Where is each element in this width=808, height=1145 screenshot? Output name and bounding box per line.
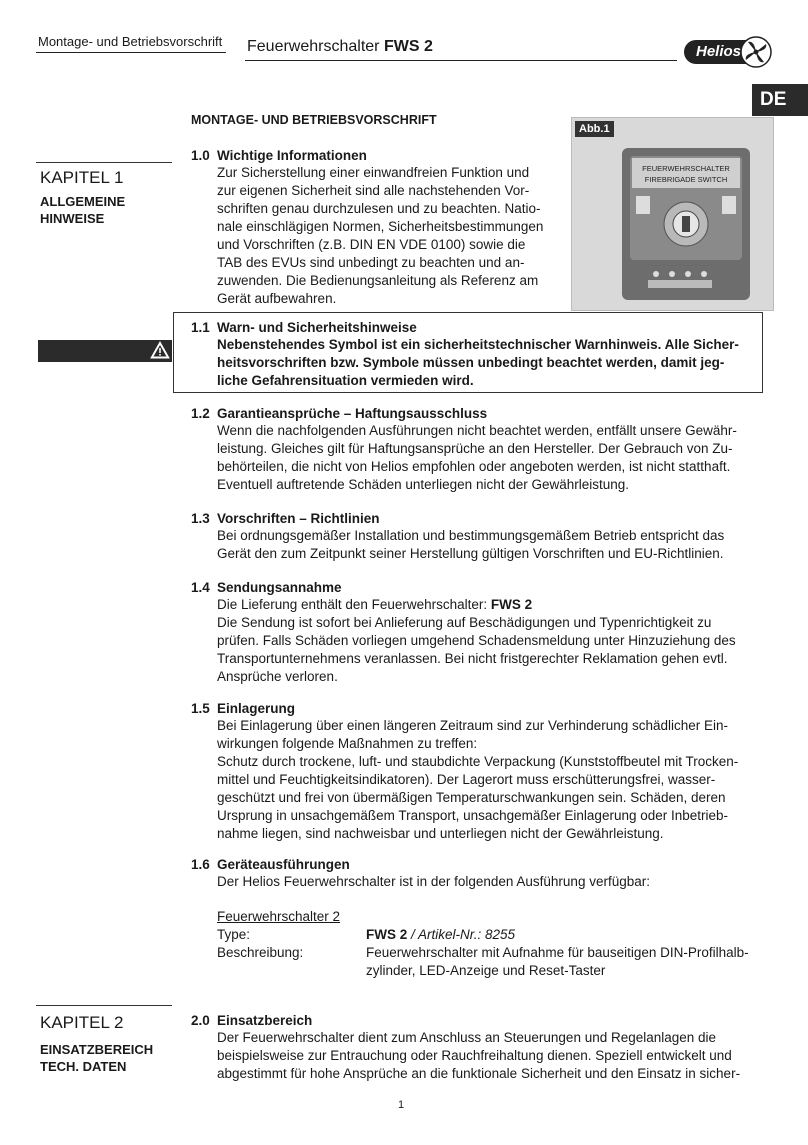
language-tab: DE — [752, 84, 808, 116]
figure-box — [571, 117, 774, 311]
section-2-0-heading — [191, 1013, 312, 1028]
section-1-5-heading — [191, 701, 295, 716]
section-1-4-heading — [191, 580, 342, 595]
text-line: mittel und Feuchtigkeitsindikatoren). Der Lagerort muss erschütterungsfrei, wasser- — [217, 772, 716, 787]
text-line: leistung. Gleiches gilt für Haftungsansprüche an den Hersteller. Der Gebrauch von Zu- — [217, 441, 733, 456]
section-1-6-intro: Der Helios Feuerwehrschalter ist in der folgenden Ausführung verfügbar: — [217, 874, 650, 889]
section-number: 2.0 — [191, 1013, 210, 1028]
text-line: beispielsweise zur Entrauchung oder Rauchfreihaltung dienen. Speziell entwickelt und — [217, 1048, 732, 1063]
chapter1-subtitle-line1: ALLGEMEINE — [40, 194, 126, 209]
text-line: schriften genau durchzulesen und zu beachten. Natio- — [217, 201, 541, 216]
chapter2-title: KAPITEL 2 — [40, 1013, 124, 1032]
text-line: prüfen. Falls Schäden vorliegen umgehend Schadensmeldung unter Hinzuziehung des — [217, 633, 736, 648]
section-1-0-body — [217, 164, 554, 308]
figure-label: Abb.1 — [575, 121, 614, 137]
section-title: Wichtige Informationen — [217, 148, 367, 163]
delivery-text: Die Lieferung enthält den Feuerwehrschalter: — [217, 597, 491, 612]
document-title: MONTAGE- UND BETRIEBSVORSCHRIFT — [191, 113, 437, 127]
text-line — [217, 596, 764, 614]
chapter1-subtitle-line2: HINWEISE — [40, 211, 105, 226]
section-number: 1.2 — [191, 406, 210, 421]
description-label: Beschreibung: — [217, 945, 304, 960]
text-line: heitsvorschriften bzw. Symbole müssen unbedingt beachtet werden, damit jeg- — [217, 355, 725, 370]
section-1-3-heading — [191, 511, 380, 526]
section-title: Einsatzbereich — [217, 1013, 313, 1028]
delivery-model: FWS 2 — [490, 597, 533, 612]
section-1-3-body — [217, 527, 764, 563]
text-line: geschützt und frei von übermäßigen Temperaturschwankungen sein. Schäden, deren — [217, 790, 726, 805]
warning-triangle-icon — [150, 341, 170, 359]
text-line: TAB des EVUs sind unbedingt zu beachten und an- — [217, 255, 525, 270]
section-title: Einlagerung — [217, 701, 296, 716]
type-model: FWS 2 — [366, 927, 408, 942]
type-value — [366, 926, 515, 944]
header-title-prefix: Feuerwehrschalter — [247, 38, 384, 55]
page-number: 1 — [398, 1099, 405, 1111]
section-1-1-body — [217, 336, 763, 390]
section-number: 1.0 — [191, 148, 210, 163]
section-2-0-body — [217, 1029, 764, 1083]
section-title: Geräteausführungen — [217, 857, 350, 872]
text-line: behörteilen, die nicht von Helios empfohlen oder angeboten werden, ist nicht statthaft. — [217, 459, 731, 474]
chapter1-subtitle — [40, 193, 125, 227]
section-1-5-body — [217, 717, 764, 843]
type-label: Type: — [217, 927, 251, 942]
section-number: 1.6 — [191, 857, 210, 872]
text-line: und Vorschriften (z.B. DIN EN VDE 0100) sowie die — [217, 237, 526, 252]
section-number: 1.5 — [191, 701, 210, 716]
text-line: Ansprüche verloren. — [217, 669, 338, 684]
text-line: Die Sendung ist sofort bei Anlieferung auf Beschädigungen und Typenrichtigkeit zu — [217, 615, 712, 630]
text-line: nahme liegen, sind nachweisbar und unterliegen nicht der Gewährleistung. — [217, 826, 664, 841]
text-line: Gerät den zum Zeitpunkt seiner Herstellung gültigen Vorschriften und EU-Richtlinien. — [217, 546, 724, 561]
section-number: 1.4 — [191, 580, 210, 595]
chapter2-subtitle — [40, 1041, 153, 1075]
chapter2-subtitle-line1: EINSATZBEREICH — [40, 1042, 154, 1057]
section-title: Sendungsannahme — [217, 580, 342, 595]
section-1-2-body — [217, 422, 764, 494]
text-line: Der Feuerwehrschalter dient zum Anschluss an Steuerungen und Regelanlagen die — [217, 1030, 717, 1045]
header-rule-right — [245, 60, 677, 61]
text-line: nale einschlägigen Normen, Sicherheitsbestimmungen — [217, 219, 544, 234]
section-title: Vorschriften – Richtlinien — [217, 511, 380, 526]
text-line: zuwenden. Die Bedienungsanleitung als Referenz am — [217, 273, 539, 288]
section-1-1-heading — [191, 320, 417, 335]
variant-title: Feuerwehrschalter 2 — [217, 909, 341, 924]
header-document-type: Montage- und Betriebsvorschrift — [38, 34, 223, 49]
fire-switch-illustration — [572, 118, 775, 312]
section-1-0-heading — [191, 148, 367, 163]
chapter2-subtitle-line2: TECH. DATEN — [40, 1059, 127, 1074]
text-line: zur eigenen Sicherheit sind alle nachstehenden Vor- — [217, 183, 530, 198]
header-product-title — [247, 38, 433, 56]
text-line: Gerät aufbewahren. — [217, 291, 337, 306]
description-value — [366, 944, 764, 980]
text-line: Transportunternehmens veranlassen. Bei nicht fristgerechter Reklamation gehen evtl. — [217, 651, 728, 666]
section-title: Garantieansprüche – Haftungsausschluss — [217, 406, 488, 421]
article-number: / Artikel-Nr.: 8255 — [407, 927, 516, 942]
section-1-4-body — [217, 596, 764, 686]
text-line: wirkungen folgende Maßnahmen zu treffen: — [217, 736, 478, 751]
section-number: 1.3 — [191, 511, 210, 526]
chapter2-rule — [36, 1005, 172, 1006]
chapter1-title: KAPITEL 1 — [40, 168, 124, 187]
section-number: 1.1 — [191, 320, 210, 335]
text-line: Bei Einlagerung über einen längeren Zeitraum sind zur Verhinderung schädlicher Ein- — [217, 718, 729, 733]
section-title: Warn- und Sicherheitshinweise — [217, 320, 417, 335]
text-line: Nebenstehendes Symbol ist ein sicherheitstechnischer Warnhinweis. Alle Sicher- — [217, 337, 739, 352]
device-label-line2: FIREBRIGADE SWITCH — [644, 175, 728, 184]
text-line: Zur Sicherstellung einer einwandfreien Funktion und — [217, 165, 530, 180]
text-line: Eventuell auftretende Schäden unterliegen nicht der Gewährleistung. — [217, 477, 630, 492]
text-line: Feuerwehrschalter mit Aufnahme für bauseitigen DIN-Profilhalb- — [366, 945, 749, 960]
header-title-model: FWS 2 — [383, 38, 433, 55]
text-line: zylinder, LED-Anzeige und Reset-Taster — [366, 963, 606, 978]
text-line: abgestimmt für hohe Ansprüche an die funktionale Sicherheit und den Einsatz in sicher- — [217, 1066, 741, 1081]
device-label-line1: FEUERWEHRSCHALTER — [642, 164, 730, 173]
text-line: Schutz durch trockene, luft- und staubdichte Verpackung (Kunststoffbeutel mit Trocken- — [217, 754, 739, 769]
helios-logo: Helios — [684, 40, 764, 64]
text-line: Bei ordnungsgemäßer Installation und bestimmungsgemäßem Betrieb entspricht das — [217, 528, 725, 543]
text-line: Ursprung in unsachgemäßem Transport, unsachgemäßer Einlagerung oder Inbetrieb- — [217, 808, 729, 823]
header-rule-left — [36, 52, 226, 53]
section-1-2-heading — [191, 406, 487, 421]
text-line: Wenn die nachfolgenden Ausführungen nicht beachtet werden, entfällt unsere Gewähr- — [217, 423, 737, 438]
fan-logo-icon — [740, 36, 772, 68]
chapter1-rule — [36, 162, 172, 163]
text-line: liche Gefahrensituation vermieden wird. — [217, 373, 474, 388]
section-1-6-heading — [191, 857, 350, 872]
